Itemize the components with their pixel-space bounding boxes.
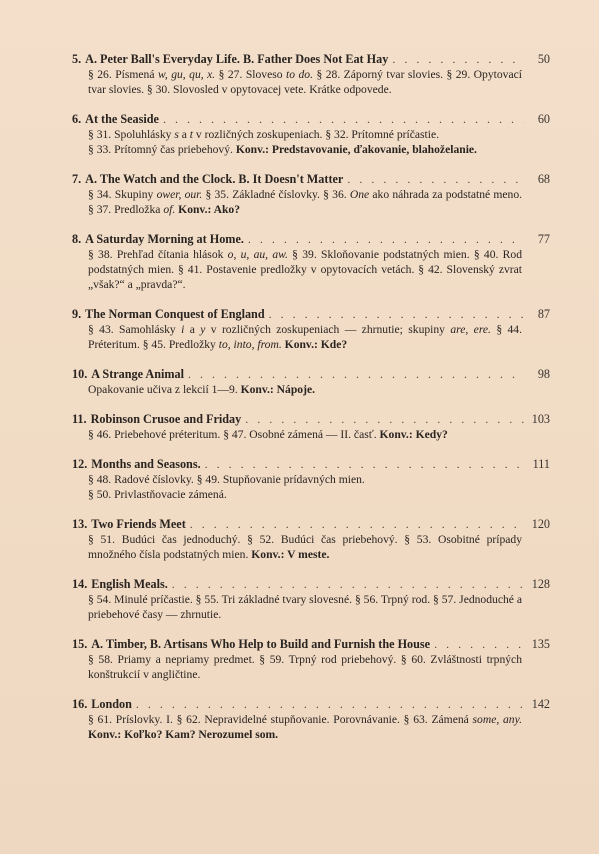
toc-entry [72,577,550,622]
conversation-topic: Konv.: Nápoje. [240,383,316,396]
subtopic-text: t [189,128,194,141]
dot-leader [163,112,524,127]
subtopic-text: § 31. Spoluhlásky [88,128,175,141]
entry-number: 5. [72,52,82,66]
subtopic-text: § 43. Samohlásky [88,323,182,336]
entry-number: 10. [72,367,88,381]
entry-title: At the Seaside [85,112,159,126]
toc-entry [72,112,550,157]
entry-title: Months and Seasons. [91,457,201,471]
entry-title: English Meals. [91,577,168,591]
table-of-contents [72,52,550,757]
subtopic-text: § 51. Budúci čas jednoduchý. § 52. Budúci čas priebehový. § 53. Osobitné prípady množného čísla podstatných mien. [88,533,522,561]
entry-title-line [72,457,550,472]
entry-subtopics [88,127,522,142]
subtopic-text: w, gu, qu, x. [157,68,216,81]
entry-page-number: 128 [531,577,550,591]
subtopic-text: § 27. Sloveso [215,68,287,81]
dot-leader [269,307,524,322]
subtopic-text: v rozličných zoskupeniach — zhrnutie; skupiny [205,323,451,336]
entry-subtopics [88,142,522,157]
entry-title-line [72,307,550,322]
subtopic-text: One [349,188,370,201]
entry-title: Robinson Crusoe and Friday [90,412,242,426]
entry-number: 6. [72,112,82,126]
entry-page-number: 120 [531,517,550,531]
toc-entry [72,232,550,292]
subtopic-text: y [200,323,206,336]
entry-subtopics [88,532,522,562]
entry-number: 16. [72,697,88,711]
subtopic-text: § 26. Písmená [88,68,158,81]
entry-title: A. Timber, B. Artisans Who Help to Build and Furnish the House [91,637,431,651]
entry-title-line [72,637,550,652]
subtopic-text: are, ere. [450,323,491,336]
entry-number: 8. [72,232,82,246]
entry-number: 7. [72,172,82,186]
dot-leader [245,412,524,427]
subtopic-text: a [184,323,201,336]
entry-page-number: 103 [531,412,550,426]
entry-page-number: 87 [537,307,550,321]
conversation-topic: Konv.: Kde? [284,338,348,351]
subtopic-text: a [178,128,190,141]
entry-page-number: 68 [537,172,550,186]
dot-leader [172,577,524,592]
dot-leader [248,232,524,247]
entry-title-line [72,412,550,427]
entry-number: 9. [72,307,82,321]
dot-leader [205,457,524,472]
subtopic-text: § 44. Préteritum. § 45. Predložky [88,323,522,351]
toc-entry [72,697,550,742]
entry-number: 11. [72,412,87,426]
dot-leader [136,697,524,712]
subtopic-text: i [181,323,185,336]
entry-title-line [72,112,550,127]
subtopic-text: § 58. Priamy a nepriamy predmet. § 59. Trpný rod priebehový. § 60. Zvláštnosti trpných konštrukcií v angličtine. [88,653,522,681]
conversation-topic: Konv.: Kedy? [379,428,448,441]
subtopic-text: § 54. Minulé príčastie. § 55. Tri základné tvary slovesné. § 56. Trpný rod. § 57. Jednoduché a priebehové časy — zhrnutie. [88,593,522,621]
entry-title-line [72,232,550,247]
dot-leader [347,172,524,187]
entry-subtopics [88,427,522,442]
dot-leader [190,517,524,532]
subtopic-text: s [174,128,179,141]
subtopic-text: § 33. Prítomný čas priebehový. [88,143,236,156]
subtopic-text: v rozličných zoskupeniach. § 32. Prítomné príčastie. [193,128,440,141]
toc-entry [72,517,550,562]
entry-page-number: 98 [537,367,550,381]
entry-title-line [72,697,550,712]
subtopic-text: o, u, au, aw. [227,248,288,261]
entry-title-line [72,367,550,382]
toc-entry [72,172,550,217]
subtopic-text: Opakovanie učiva z lekcií 1—9. [88,383,241,396]
entry-subtopics [88,712,522,742]
entry-subtopics [88,652,522,682]
entry-title-line [72,52,550,67]
dot-leader [392,52,524,67]
entry-title: A. The Watch and the Clock. B. It Doesn't Matter [85,172,344,186]
subtopic-text: of. [163,203,176,216]
entry-title-line [72,577,550,592]
dot-leader [434,637,524,652]
entry-number: 14. [72,577,88,591]
toc-entry [72,52,550,97]
subtopic-text: some, any. [472,713,523,726]
entry-subtopics [88,322,522,352]
entry-title: A. Peter Ball's Everyday Life. B. Father Does Not Eat Hay [85,52,389,66]
subtopic-text: § 48. Radové číslovky. § 49. Stupňovanie prídavných mien. [88,473,365,486]
subtopic-text: § 50. Privlastňovacie zámená. [88,488,227,501]
entry-subtopics [88,382,522,397]
subtopic-text: § 28. Záporný tvar slovies. § 29. Opytovací tvar slovies. § 30. Slovosled v opytovacej vete. Krátke odpovede. [88,68,522,96]
entry-title: Two Friends Meet [91,517,186,531]
entry-page-number: 60 [537,112,550,126]
subtopic-text: § 38. Prehľad čítania hlások [88,248,228,261]
toc-entry [72,367,550,397]
subtopic-text: § 39. Skloňovanie podstatných mien. § 40. Rod podstatných mien. § 41. Postavenie predložky v opytovacích vetách. § 42. Slovenský zvrat „však?“ a „pravda?“. [88,248,522,291]
conversation-topic: Konv.: V meste. [251,548,330,561]
conversation-topic: Konv.: Ako? [178,203,241,216]
entry-subtopics [88,247,522,292]
entry-title: A Strange Animal [91,367,185,381]
entry-page-number: 50 [537,52,550,66]
entry-subtopics [88,487,522,502]
entry-subtopics [88,67,522,97]
entry-subtopics [88,592,522,622]
entry-page-number: 111 [532,457,550,471]
entry-title: A Saturday Morning at Home. [85,232,244,246]
subtopic-text: § 35. Základné číslovky. § 36. [202,188,350,201]
entry-number: 12. [72,457,88,471]
subtopic-text: ako náhrada za podstatné meno. § 37. Predložka [88,188,523,216]
entry-number: 13. [72,517,88,531]
toc-entry [72,307,550,352]
subtopic-text: to do. [286,68,313,81]
subtopic-text: ower, our. [156,188,203,201]
subtopic-text: § 61. Príslovky. I. § 62. Nepravidelné stupňovanie. Porovnávanie. § 63. Zámená [88,713,473,726]
entry-subtopics [88,187,522,217]
subtopic-text: to, into, from. [218,338,282,351]
conversation-topic: Konv.: Predstavovanie, ďakovanie, blahoželanie. [235,143,477,156]
dot-leader [188,367,524,382]
entry-page-number: 77 [537,232,550,246]
entry-title: London [91,697,132,711]
entry-title: The Norman Conquest of England [85,307,265,321]
conversation-topic: Konv.: Koľko? Kam? Nerozumel som. [88,728,279,741]
entry-title-line [72,172,550,187]
entry-number: 15. [72,637,88,651]
toc-entry [72,637,550,682]
entry-page-number: 135 [531,637,550,651]
subtopic-text: § 34. Skupiny [88,188,157,201]
entry-page-number: 142 [531,697,550,711]
toc-entry [72,457,550,502]
toc-entry [72,412,550,442]
entry-title-line [72,517,550,532]
subtopic-text: § 46. Priebehové préteritum. § 47. Osobné zámená — II. časť. [88,428,380,441]
entry-subtopics [88,472,522,487]
